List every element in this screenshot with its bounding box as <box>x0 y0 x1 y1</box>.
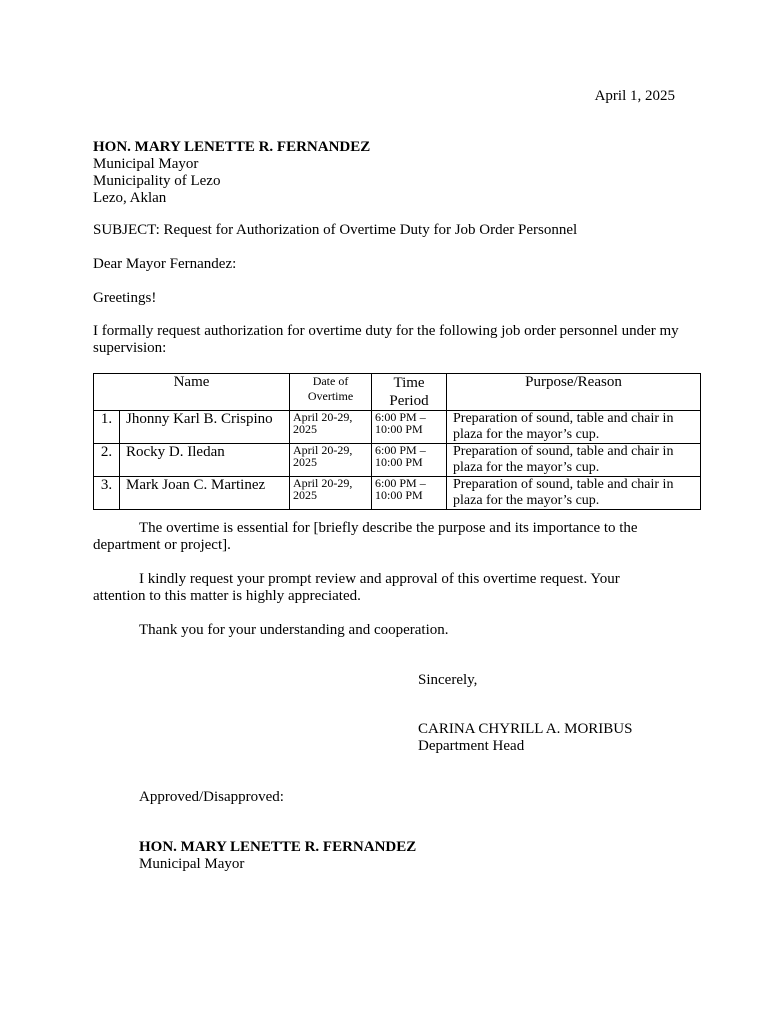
row-time <box>372 411 447 444</box>
signatory-block <box>418 721 632 755</box>
header-date <box>290 374 372 411</box>
row-date <box>290 444 372 477</box>
row-date <box>290 411 372 444</box>
intro-paragraph: I formally request authorization for overtime duty for the following job order personnel under my supervision: <box>93 323 679 356</box>
letter-date: April 1, 2025 <box>594 88 675 104</box>
row-date-line2: 2025 <box>293 488 318 502</box>
row-name: Jhonny Karl B. Crispino <box>120 411 290 444</box>
body-paragraph-3: Thank you for your understanding and cooperation. <box>139 622 449 638</box>
signatory-name: CARINA CHYRILL A. MORIBUS <box>418 721 633 737</box>
table-row <box>94 477 701 510</box>
header-name: Name <box>94 374 290 411</box>
row-purpose: Preparation of sound, table and chair in plaza for the mayor’s cup. <box>447 444 701 477</box>
salutation: Dear Mayor Fernandez: <box>93 256 237 272</box>
row-time-line1: 6:00 PM – <box>375 443 426 457</box>
row-date <box>290 477 372 510</box>
row-time-line1: 6:00 PM – <box>375 476 426 490</box>
row-time-line2: 10:00 PM <box>375 455 423 469</box>
table-header-row <box>94 374 701 411</box>
row-date-line2: 2025 <box>293 455 318 469</box>
greeting: Greetings! <box>93 290 157 306</box>
signatory-title: Department Head <box>418 738 525 754</box>
addressee-office: Municipality of Lezo <box>93 173 221 189</box>
row-date-line1: April 20-29, <box>293 410 353 424</box>
body-paragraph-2: I kindly request your prompt review and approval of this overtime request. Your attention to this matter is highly appreciated. <box>93 571 620 604</box>
row-date-line1: April 20-29, <box>293 443 353 457</box>
row-number: 3. <box>94 477 120 510</box>
header-date-line1: Date of <box>312 374 349 388</box>
addressee-name: HON. MARY LENETTE R. FERNANDEZ <box>93 139 371 155</box>
row-time-line2: 10:00 PM <box>375 422 423 436</box>
subject-line: SUBJECT: Request for Authorization of Overtime Duty for Job Order Personnel <box>93 222 578 238</box>
row-time-line1: 6:00 PM – <box>375 410 426 424</box>
header-date-line2: Overtime <box>307 389 354 403</box>
row-name: Rocky D. Iledan <box>120 444 290 477</box>
addressee-title: Municipal Mayor <box>93 156 199 172</box>
row-purpose: Preparation of sound, table and chair in plaza for the mayor’s cup. <box>447 477 701 510</box>
approval-label: Approved/Disapproved: <box>139 789 284 805</box>
header-time-line1: Time <box>393 375 425 391</box>
table-row <box>94 444 701 477</box>
row-purpose: Preparation of sound, table and chair in plaza for the mayor’s cup. <box>447 411 701 444</box>
header-purpose: Purpose/Reason <box>447 374 701 411</box>
row-time <box>372 477 447 510</box>
row-number: 2. <box>94 444 120 477</box>
row-time-line2: 10:00 PM <box>375 488 423 502</box>
body-paragraph-1: The overtime is essential for [briefly describe the purpose and its importance to the department or project]. <box>93 520 638 553</box>
addressee-block <box>93 139 370 207</box>
row-name: Mark Joan C. Martinez <box>120 477 290 510</box>
row-number: 1. <box>94 411 120 444</box>
overtime-table <box>93 373 701 510</box>
approver-title: Municipal Mayor <box>139 856 245 872</box>
approver-name: HON. MARY LENETTE R. FERNANDEZ <box>139 839 417 855</box>
table-row <box>94 411 701 444</box>
addressee-location: Lezo, Aklan <box>93 190 167 206</box>
row-date-line2: 2025 <box>293 422 318 436</box>
closing: Sincerely, <box>418 672 478 688</box>
header-time <box>372 374 447 411</box>
approver-block <box>139 839 416 873</box>
row-date-line1: April 20-29, <box>293 476 353 490</box>
row-time <box>372 444 447 477</box>
header-time-line2: Period <box>389 393 429 409</box>
